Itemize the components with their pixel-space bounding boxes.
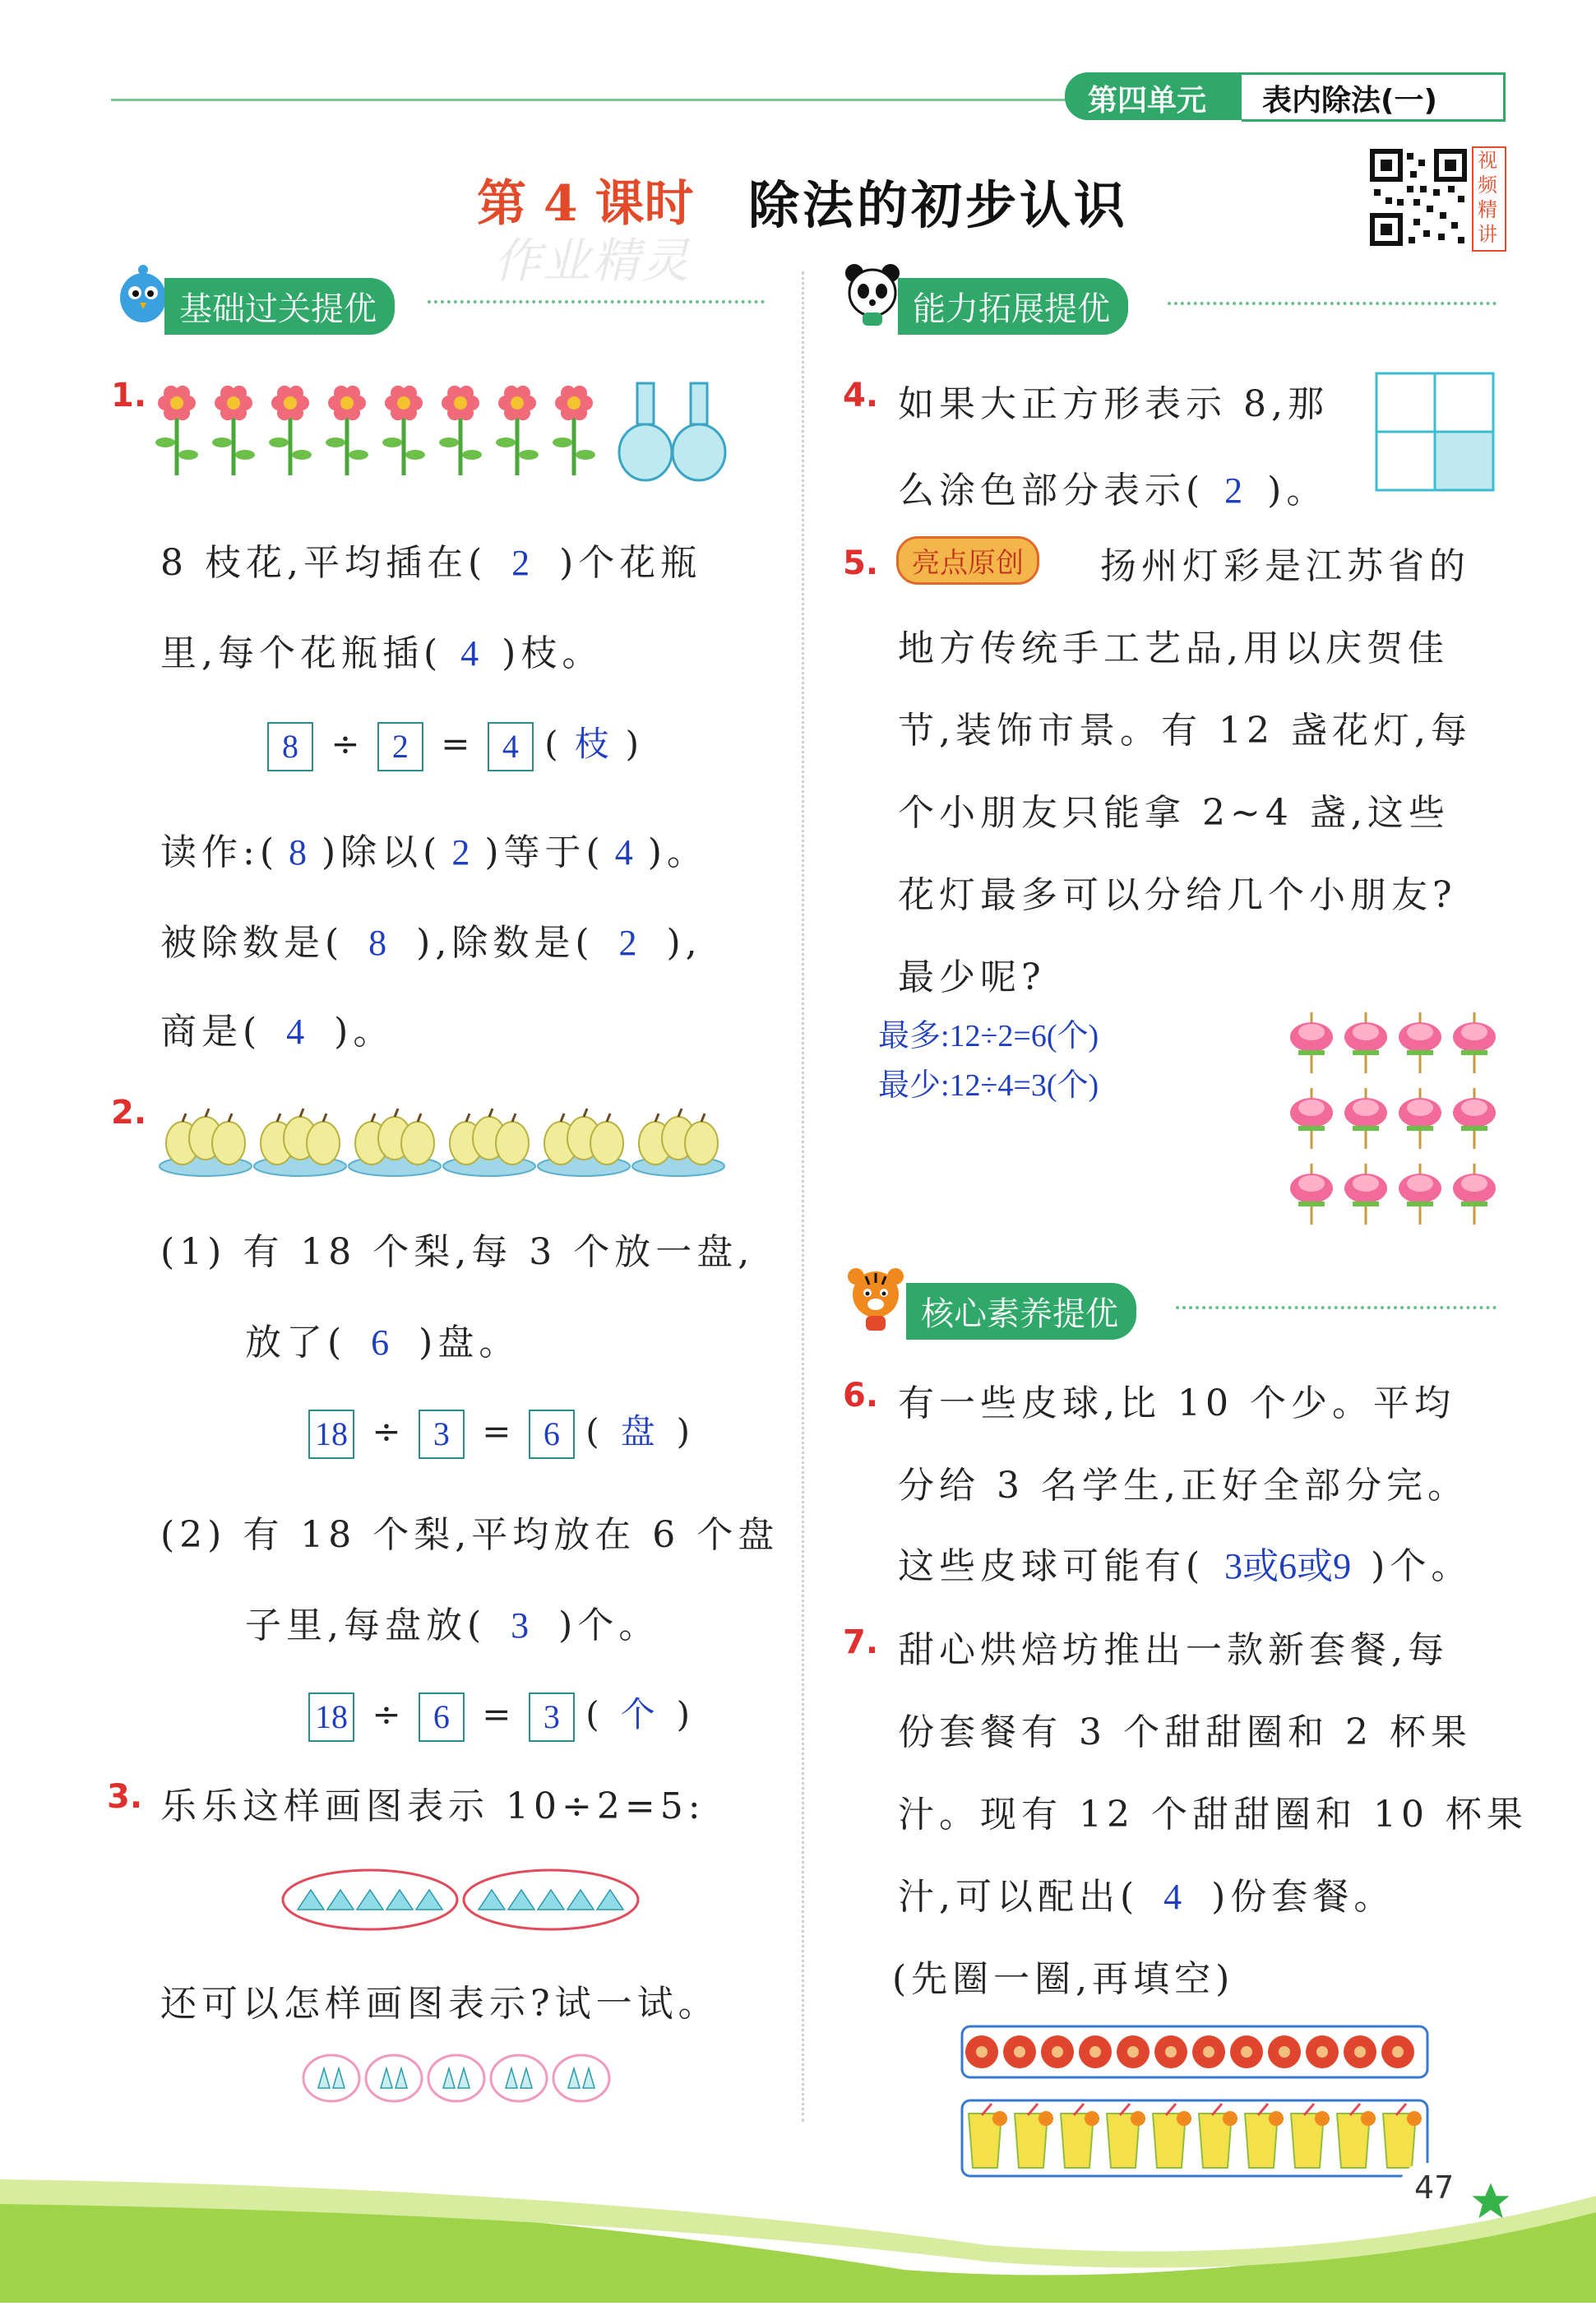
q2-p1-line2: 放了( 6 )盘。	[245, 1322, 520, 1364]
q5-line0: 扬州灯彩是江苏省的	[1100, 545, 1470, 587]
vase-icon	[673, 383, 725, 480]
q1-equation: 8 ÷ 2 = 4 ( 枝 )	[267, 717, 639, 771]
lantern-icon	[1399, 1012, 1441, 1073]
lantern-icon	[1290, 1012, 1333, 1073]
flower-icon	[326, 386, 368, 475]
q2-equation1: 18 ÷ 3 = 6 ( 盘 )	[308, 1405, 690, 1459]
pear-plate-icon	[254, 1109, 346, 1176]
q7-line2: 份套餐有 3 个甜甜圈和 2 杯果	[898, 1711, 1472, 1753]
q2-number: 2.	[111, 1094, 147, 1132]
q6-line1: 有一些皮球,比 10 个少。平均	[898, 1382, 1455, 1424]
q7-donuts-juice-illustration	[960, 2023, 1437, 2188]
lesson-title: 除法的初步认识	[748, 175, 1129, 235]
lantern-icon	[1344, 1088, 1387, 1149]
q4-square-diagram	[1375, 372, 1495, 492]
lesson-number: 第 4 课时	[477, 175, 694, 233]
triangle-group-icon	[303, 2055, 359, 2101]
lantern-icon	[1290, 1164, 1333, 1225]
footer-green-band	[0, 2171, 1596, 2303]
flower-icon	[553, 386, 595, 475]
flower-icon	[155, 386, 198, 475]
q1-eq-unit: 枝	[574, 726, 609, 764]
header-rule	[111, 99, 1073, 101]
q3-example-diagram	[280, 1867, 641, 1933]
section-extend-title: 能力拓展提优	[898, 278, 1128, 335]
q7-line3: 汁。现有 12 个甜甜圈和 10 杯果	[898, 1794, 1528, 1836]
q1-eq-divisor: 2	[377, 722, 423, 771]
column-divider	[802, 271, 804, 2122]
section-basic-dots	[428, 300, 765, 303]
q6-line2: 分给 3 名学生,正好全部分完。	[898, 1465, 1469, 1507]
section-core-dots	[1176, 1306, 1497, 1309]
q7-line4: 汁,可以配出( 4 )份套餐。	[898, 1876, 1395, 1918]
vase-icon	[619, 383, 672, 480]
q5-line1: 地方传统手工艺品,用以庆贺佳	[898, 627, 1449, 669]
triangle-group-icon	[366, 2055, 422, 2101]
section-basic-title: 基础过关提优	[164, 278, 395, 335]
lantern-icon	[1399, 1164, 1441, 1225]
lantern-icon	[1344, 1012, 1387, 1073]
q6-number: 6.	[843, 1377, 879, 1415]
q1-divisor-line: 被除数是( 8 ),除数是( 2 ),	[160, 922, 702, 964]
triangle-group-icon	[491, 2055, 547, 2101]
q1-line1: 8 枝花,平均插在( 2 )个花瓶	[160, 542, 702, 584]
q4-number: 4.	[843, 377, 879, 414]
lantern-icon	[1453, 1012, 1496, 1073]
q6-answer: 3或6或9	[1224, 1546, 1352, 1586]
mascot-tiger-icon	[843, 1265, 909, 1332]
section-extend-dots	[1168, 302, 1497, 305]
q5-answer-max: 最多:12÷2=6(个)	[878, 1019, 1099, 1053]
pear-plate-icon	[349, 1109, 441, 1176]
q3-line2: 还可以怎样画图表示?试一试。	[160, 1983, 719, 2025]
q3-line1: 乐乐这样画图表示 10÷2=5:	[160, 1785, 705, 1827]
lantern-icon	[1453, 1164, 1496, 1225]
star-icon	[1469, 2179, 1513, 2224]
lantern-icon	[1399, 1088, 1441, 1149]
q1-answer-vases: 2	[511, 543, 535, 583]
q5-line4: 花灯最多可以分给几个小朋友?	[898, 874, 1457, 916]
q7-number: 7.	[843, 1623, 879, 1661]
q7-line1: 甜心烘焙坊推出一款新套餐,每	[898, 1629, 1449, 1671]
section-core-title: 核心素养提优	[906, 1283, 1136, 1340]
pears-plates-illustration	[156, 1094, 732, 1184]
triangle-group-icon	[464, 1870, 638, 1929]
qr-side-text: 视频精讲	[1478, 149, 1497, 246]
q3-answer-diagram	[300, 2052, 613, 2105]
juice-row	[962, 2100, 1427, 2176]
lantern-icon	[1453, 1088, 1496, 1149]
pear-plate-icon	[632, 1109, 724, 1176]
q5-line2: 节,装饰市景。有 12 盏花灯,每	[898, 710, 1472, 752]
pear-plate-icon	[160, 1109, 252, 1176]
q6-line3: 这些皮球可能有( 3或6或9 )个。	[898, 1545, 1473, 1587]
flower-icon	[496, 386, 539, 475]
q1-line2: 里,每个花瓶插( 4 )枝。	[160, 632, 604, 674]
q5-line5: 最少呢?	[898, 956, 1046, 998]
donut-row	[962, 2026, 1427, 2077]
watermark: 作业精灵	[493, 233, 692, 289]
triangle-group-icon	[553, 2055, 609, 2101]
q1-answer-each: 4	[460, 633, 484, 674]
q5-highlight-badge: 亮点原创	[896, 536, 1039, 585]
qr-code-icon[interactable]	[1369, 148, 1468, 247]
q1-read-line: 读作:( 8 )除以( 2 )等于( 4 )。	[160, 831, 708, 873]
q5-answer-min: 最少:12÷4=3(个)	[878, 1068, 1099, 1103]
flower-icon	[212, 386, 255, 475]
triangle-group-icon	[428, 2055, 484, 2101]
q1-eq-dividend: 8	[267, 722, 313, 771]
q1-number: 1.	[111, 377, 147, 414]
q7-line5: (先圈一圈,再填空)	[892, 1958, 1235, 2000]
flower-icon	[439, 386, 482, 475]
q3-number: 3.	[107, 1778, 143, 1816]
q2-p2-line2: 子里,每盘放( 3 )个。	[245, 1604, 660, 1646]
q1-eq-quotient: 4	[488, 722, 534, 771]
q4-line2: 么涂色部分表示( 2 )。	[898, 470, 1328, 512]
lantern-icon	[1344, 1164, 1387, 1225]
q7-answer: 4	[1163, 1877, 1187, 1917]
flowers-vases-illustration	[152, 377, 744, 484]
unit-label: 第四单元	[1088, 84, 1207, 118]
q5-lanterns-illustration	[1287, 1007, 1501, 1238]
pear-plate-icon	[538, 1109, 630, 1176]
q4-line1: 如果大正方形表示 8,那	[898, 383, 1329, 425]
triangle-group-icon	[283, 1870, 457, 1929]
flower-icon	[269, 386, 312, 475]
q2-p1-line1: (1) 有 18 个梨,每 3 个放一盘,	[160, 1231, 755, 1273]
mascot-panda-icon	[843, 262, 902, 327]
q5-number: 5.	[843, 544, 879, 582]
q2-equation2: 18 ÷ 6 = 3 ( 个 )	[308, 1688, 690, 1742]
flower-icon	[382, 386, 425, 475]
page-number: 47	[1414, 2169, 1455, 2206]
chapter-label: 表内除法(一)	[1262, 84, 1437, 118]
lantern-icon	[1290, 1088, 1333, 1149]
pear-plate-icon	[443, 1109, 535, 1176]
q2-p2-line1: (2) 有 18 个梨,平均放在 6 个盘	[160, 1514, 779, 1556]
q5-line3: 个小朋友只能拿 2~4 盏,这些	[898, 792, 1450, 834]
q1-quotient-line: 商是( 4 )。	[160, 1011, 395, 1053]
